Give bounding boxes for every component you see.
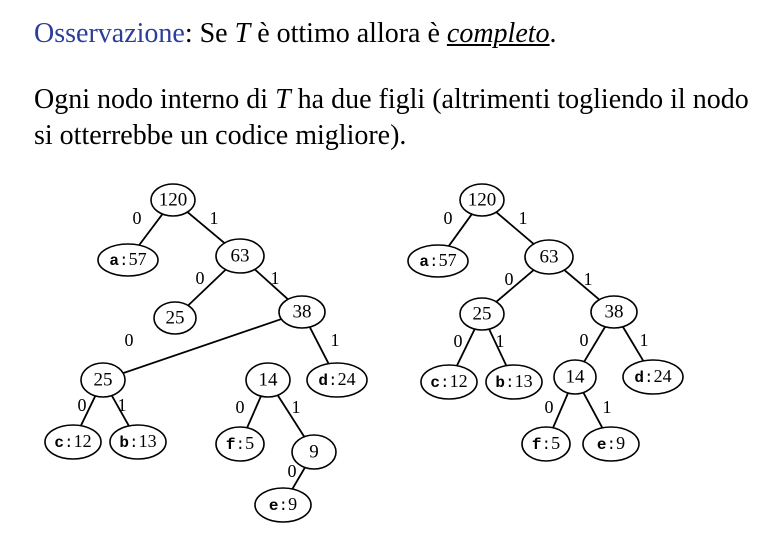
internal-node bbox=[216, 239, 264, 273]
edge-bit-label: 1 bbox=[117, 395, 127, 416]
leaf-symbol: e bbox=[596, 436, 607, 455]
leaf-symbol: b bbox=[495, 374, 505, 393]
leaf-node bbox=[98, 244, 158, 276]
edge-bit-label: 1 bbox=[291, 397, 301, 418]
leaf-symbol: d bbox=[634, 369, 644, 388]
leaf-node bbox=[623, 360, 683, 394]
leaf-symbol: f bbox=[531, 436, 542, 455]
observation-text-2: è ottimo allora è bbox=[250, 18, 447, 49]
edge-bit-label: 1 bbox=[270, 268, 280, 289]
leaf-label bbox=[269, 494, 297, 515]
internal-node bbox=[246, 363, 290, 397]
tree-edge bbox=[564, 270, 599, 300]
observation-completo: completo bbox=[446, 18, 550, 49]
tree-edge bbox=[553, 393, 568, 428]
leaf-frequency: 57 bbox=[128, 249, 147, 270]
node-weight: 38 bbox=[604, 301, 624, 323]
leaf-symbol: c bbox=[54, 434, 64, 453]
leaf-label bbox=[430, 371, 467, 392]
leaf-symbol: a bbox=[419, 253, 429, 272]
leaf-node bbox=[421, 365, 477, 399]
node-weight: 120 bbox=[467, 189, 497, 211]
edge-bit-label: 0 bbox=[132, 208, 142, 229]
leaf-label bbox=[532, 433, 560, 454]
leaf-label bbox=[226, 433, 254, 454]
internal-node bbox=[81, 363, 125, 397]
internal-node bbox=[460, 298, 504, 330]
leaf-separator: : bbox=[328, 372, 338, 391]
edge-bit-label: 0 bbox=[579, 330, 589, 351]
leaf-frequency: 13 bbox=[514, 371, 533, 392]
leaf-separator: : bbox=[606, 436, 617, 455]
leaf-frequency: 9 bbox=[616, 433, 626, 454]
leaf-separator: : bbox=[278, 497, 289, 516]
node-weight: 25 bbox=[93, 369, 113, 391]
internal-node bbox=[151, 184, 195, 216]
node-weight: 9 bbox=[309, 441, 319, 463]
tree-edge bbox=[247, 396, 261, 428]
tree-edge bbox=[188, 270, 226, 306]
tree-1 bbox=[45, 184, 367, 522]
leaf-frequency: 57 bbox=[438, 250, 457, 271]
tree-edge bbox=[187, 212, 224, 243]
leaf-symbol: f bbox=[225, 436, 236, 455]
leaf-separator: : bbox=[235, 436, 246, 455]
edge-bit-label: 1 bbox=[602, 397, 612, 418]
paragraph-var-t: T bbox=[275, 84, 291, 115]
edge-bit-label: 1 bbox=[639, 330, 649, 351]
edge-bit-label: 0 bbox=[443, 208, 453, 229]
leaf-label bbox=[54, 431, 91, 452]
leaf-label bbox=[318, 369, 355, 390]
leaf-label bbox=[597, 433, 625, 454]
edge-bit-label: 0 bbox=[544, 397, 554, 418]
paragraph-part-1: Ogni nodo interno di bbox=[34, 84, 276, 115]
edge-bit-label: 0 bbox=[235, 397, 245, 418]
internal-node bbox=[525, 240, 573, 274]
edge-bit-label: 1 bbox=[209, 208, 219, 229]
leaf-frequency: 24 bbox=[337, 369, 356, 390]
leaf-node bbox=[486, 365, 542, 399]
leaf-symbol: b bbox=[119, 434, 129, 453]
leaf-symbol: d bbox=[318, 372, 328, 391]
internal-node bbox=[460, 184, 504, 216]
observation-end: . bbox=[549, 18, 557, 49]
internal-node bbox=[154, 302, 196, 334]
node-weight: 63 bbox=[230, 245, 250, 267]
leaf-label bbox=[109, 249, 146, 270]
leaf-label bbox=[634, 366, 671, 387]
leaf-node bbox=[216, 427, 264, 461]
leaf-separator: : bbox=[440, 374, 450, 393]
edge-bit-label: 0 bbox=[195, 268, 205, 289]
paragraph-part-2: ha due figli (altrimenti togliendo il nodo si otterrebbe un codice migliore). bbox=[34, 84, 749, 151]
leaf-node bbox=[522, 427, 570, 461]
leaf-separator: : bbox=[505, 374, 515, 393]
node-weight: 14 bbox=[258, 369, 278, 391]
leaf-frequency: 12 bbox=[449, 371, 468, 392]
edge-bit-label: 0 bbox=[453, 331, 463, 352]
tree-edge bbox=[583, 393, 602, 428]
leaf-node bbox=[255, 488, 311, 522]
internal-node bbox=[591, 296, 637, 328]
tree-2 bbox=[408, 184, 683, 461]
leaf-separator: : bbox=[64, 434, 74, 453]
leaf-symbol: a bbox=[109, 252, 119, 271]
leaf-separator: : bbox=[541, 436, 552, 455]
internal-node bbox=[554, 360, 596, 394]
leaf-separator: : bbox=[644, 369, 654, 388]
leaf-node bbox=[583, 427, 639, 461]
node-weight: 25 bbox=[472, 303, 492, 325]
leaf-frequency: 13 bbox=[138, 431, 157, 452]
edge-bit-label: 1 bbox=[518, 208, 528, 229]
edge-bit-label: 0 bbox=[287, 461, 297, 482]
edge-bit-label: 1 bbox=[583, 269, 593, 290]
edge-bit-label: 1 bbox=[330, 330, 340, 351]
leaf-separator: : bbox=[129, 434, 139, 453]
node-weight: 120 bbox=[158, 189, 188, 211]
tree-edge bbox=[310, 327, 329, 364]
tree-edge bbox=[496, 270, 533, 302]
leaf-symbol: c bbox=[430, 374, 440, 393]
node-weight: 63 bbox=[539, 246, 559, 268]
observation-text-1: Se bbox=[192, 18, 235, 49]
tree-edge bbox=[139, 214, 162, 245]
leaf-label bbox=[419, 250, 456, 271]
node-weight: 14 bbox=[565, 366, 585, 388]
leaf-node bbox=[45, 425, 101, 459]
leaf-symbol: e bbox=[268, 497, 279, 516]
leaf-frequency: 9 bbox=[288, 494, 298, 515]
leaf-node bbox=[408, 245, 468, 277]
internal-node bbox=[292, 435, 336, 469]
edge-bit-label: 0 bbox=[504, 269, 514, 290]
leaf-separator: : bbox=[119, 252, 129, 271]
leaf-frequency: 5 bbox=[551, 433, 561, 454]
tree-edge bbox=[496, 212, 533, 244]
observation-var-t: T bbox=[234, 18, 251, 49]
node-weight: 25 bbox=[165, 307, 185, 329]
edge-bit-label: 1 bbox=[495, 331, 505, 352]
leaf-frequency: 24 bbox=[653, 366, 672, 387]
internal-node bbox=[279, 296, 325, 328]
leaf-frequency: 12 bbox=[73, 431, 92, 452]
leaf-label bbox=[495, 371, 532, 392]
edge-bit-label: 0 bbox=[77, 395, 87, 416]
leaf-separator: : bbox=[429, 253, 439, 272]
leaf-label bbox=[119, 431, 156, 452]
edge-bit-label: 0 bbox=[124, 330, 134, 351]
node-weight: 38 bbox=[292, 301, 312, 323]
leaf-frequency: 5 bbox=[245, 433, 255, 454]
leaf-node bbox=[307, 363, 367, 397]
leaf-node bbox=[110, 425, 166, 459]
observation-colon: : bbox=[184, 18, 193, 49]
observation-label: Osservazione bbox=[34, 18, 185, 49]
